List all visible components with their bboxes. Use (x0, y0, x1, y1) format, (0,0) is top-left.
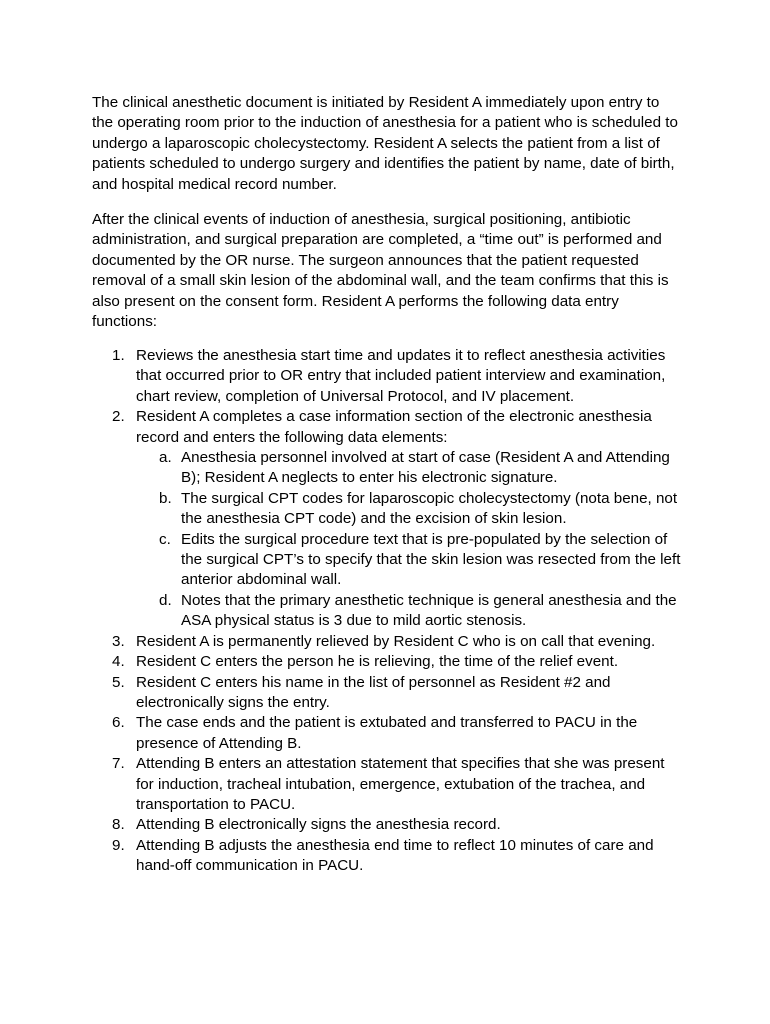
text-line: Anesthesia personnel involved at start of case (Resident A and Attending (181, 449, 670, 467)
text-line: anterior abdominal wall. (181, 571, 342, 589)
text-line: transportation to PACU. (136, 795, 296, 813)
data-entry-list (0, 346, 770, 877)
sub-list-item (0, 530, 770, 591)
text-line: for induction, tracheal intubation, emergence, extubation of the trachea, and (136, 775, 646, 793)
list-number: 2. (112, 408, 125, 426)
text-line: Attending B enters an attestation statement that specifies that she was present (136, 755, 665, 773)
list-number: 4. (112, 653, 125, 671)
text-line: and hospital medical record number. (92, 175, 337, 193)
text-line: chart review, completion of Universal Protocol, and IV placement. (136, 387, 575, 405)
text-line: patients scheduled to undergo surgery and identifies the patient by name, date of birth, (92, 155, 675, 173)
text-line: Resident C enters his name in the list of personnel as Resident #2 and (136, 673, 611, 691)
text-line: Notes that the primary anesthetic technique is general anesthesia and the (181, 591, 677, 609)
text-line: record and enters the following data elements: (136, 428, 448, 446)
text-line: ASA physical status is 3 due to mild aortic stenosis. (181, 612, 527, 630)
text-line: Attending B adjusts the anesthesia end time to reflect 10 minutes of care and (136, 836, 654, 854)
text-line: the operating room prior to the induction of anesthesia for a patient who is scheduled to (92, 114, 678, 132)
intro-paragraph (92, 93, 692, 195)
text-line: The case ends and the patient is extubated and transferred to PACU in the (136, 714, 638, 732)
list-item (0, 713, 770, 754)
list-number: 3. (112, 632, 125, 650)
text-line: removal of a small skin lesion of the abdominal wall, and the team confirms that this is (92, 272, 669, 290)
list-item (0, 836, 770, 877)
list-number: 7. (112, 755, 125, 773)
text-line: the anesthesia CPT code) and the excision of skin lesion. (181, 510, 567, 528)
list-item (0, 632, 770, 652)
list-item (0, 407, 770, 631)
text-line: The clinical anesthetic document is initiated by Resident A immediately upon entry to (92, 94, 660, 111)
text-line: the surgical CPT’s to specify that the skin lesion was resected from the left (181, 551, 681, 569)
list-item (0, 346, 770, 407)
sub-list-letter: c. (159, 530, 171, 548)
list-item (0, 673, 770, 714)
text-line: Resident A completes a case information section of the electronic anesthesia (136, 408, 652, 426)
list-number: 9. (112, 836, 125, 854)
list-number: 1. (112, 347, 125, 364)
list-number: 5. (112, 673, 125, 691)
list-number: 8. (112, 816, 125, 834)
text-line: hand-off communication in PACU. (136, 857, 364, 875)
list-item (0, 652, 770, 672)
list-item (0, 815, 770, 835)
text-line: presence of Attending B. (136, 734, 302, 752)
text-line: B); Resident A neglects to enter his electronic signature. (181, 469, 558, 487)
sub-list-item (0, 448, 770, 489)
text-line: Reviews the anesthesia start time and updates it to reflect anesthesia activities (136, 347, 666, 364)
text-line: electronically signs the entry. (136, 693, 330, 711)
sub-list (136, 448, 770, 632)
sub-list-letter: b. (159, 489, 172, 507)
text-line: Edits the surgical procedure text that is pre-populated by the selection of (181, 530, 668, 548)
text-line: administration, and surgical preparation are completed, a “time out” is performed and (92, 231, 662, 249)
text-line: functions: (92, 313, 158, 331)
text-line: that occurred prior to OR entry that included patient interview and examination, (136, 367, 666, 385)
text-line: documented by the OR nurse. The surgeon announces that the patient requested (92, 251, 639, 269)
text-line: Resident A is permanently relieved by Resident C who is on call that evening. (136, 632, 656, 650)
text-line: Attending B electronically signs the anesthesia record. (136, 816, 501, 834)
text-line: After the clinical events of induction of anesthesia, surgical positioning, antibiotic (92, 211, 631, 228)
sub-list-letter: a. (159, 449, 172, 467)
list-number: 6. (112, 714, 125, 732)
list-item (0, 754, 770, 815)
text-line: Resident C enters the person he is relieving, the time of the relief event. (136, 653, 619, 671)
text-line: also present on the consent form. Resident A performs the following data entry (92, 292, 619, 310)
text-line: undergo a laparoscopic cholecystectomy. Resident A selects the patient from a list of (92, 134, 660, 152)
sub-list-item (0, 489, 770, 530)
sub-list-item (0, 591, 770, 632)
text-line: The surgical CPT codes for laparoscopic cholecystectomy (nota bene, not (181, 489, 678, 507)
sub-list-letter: d. (159, 591, 172, 609)
events-paragraph (92, 210, 692, 332)
